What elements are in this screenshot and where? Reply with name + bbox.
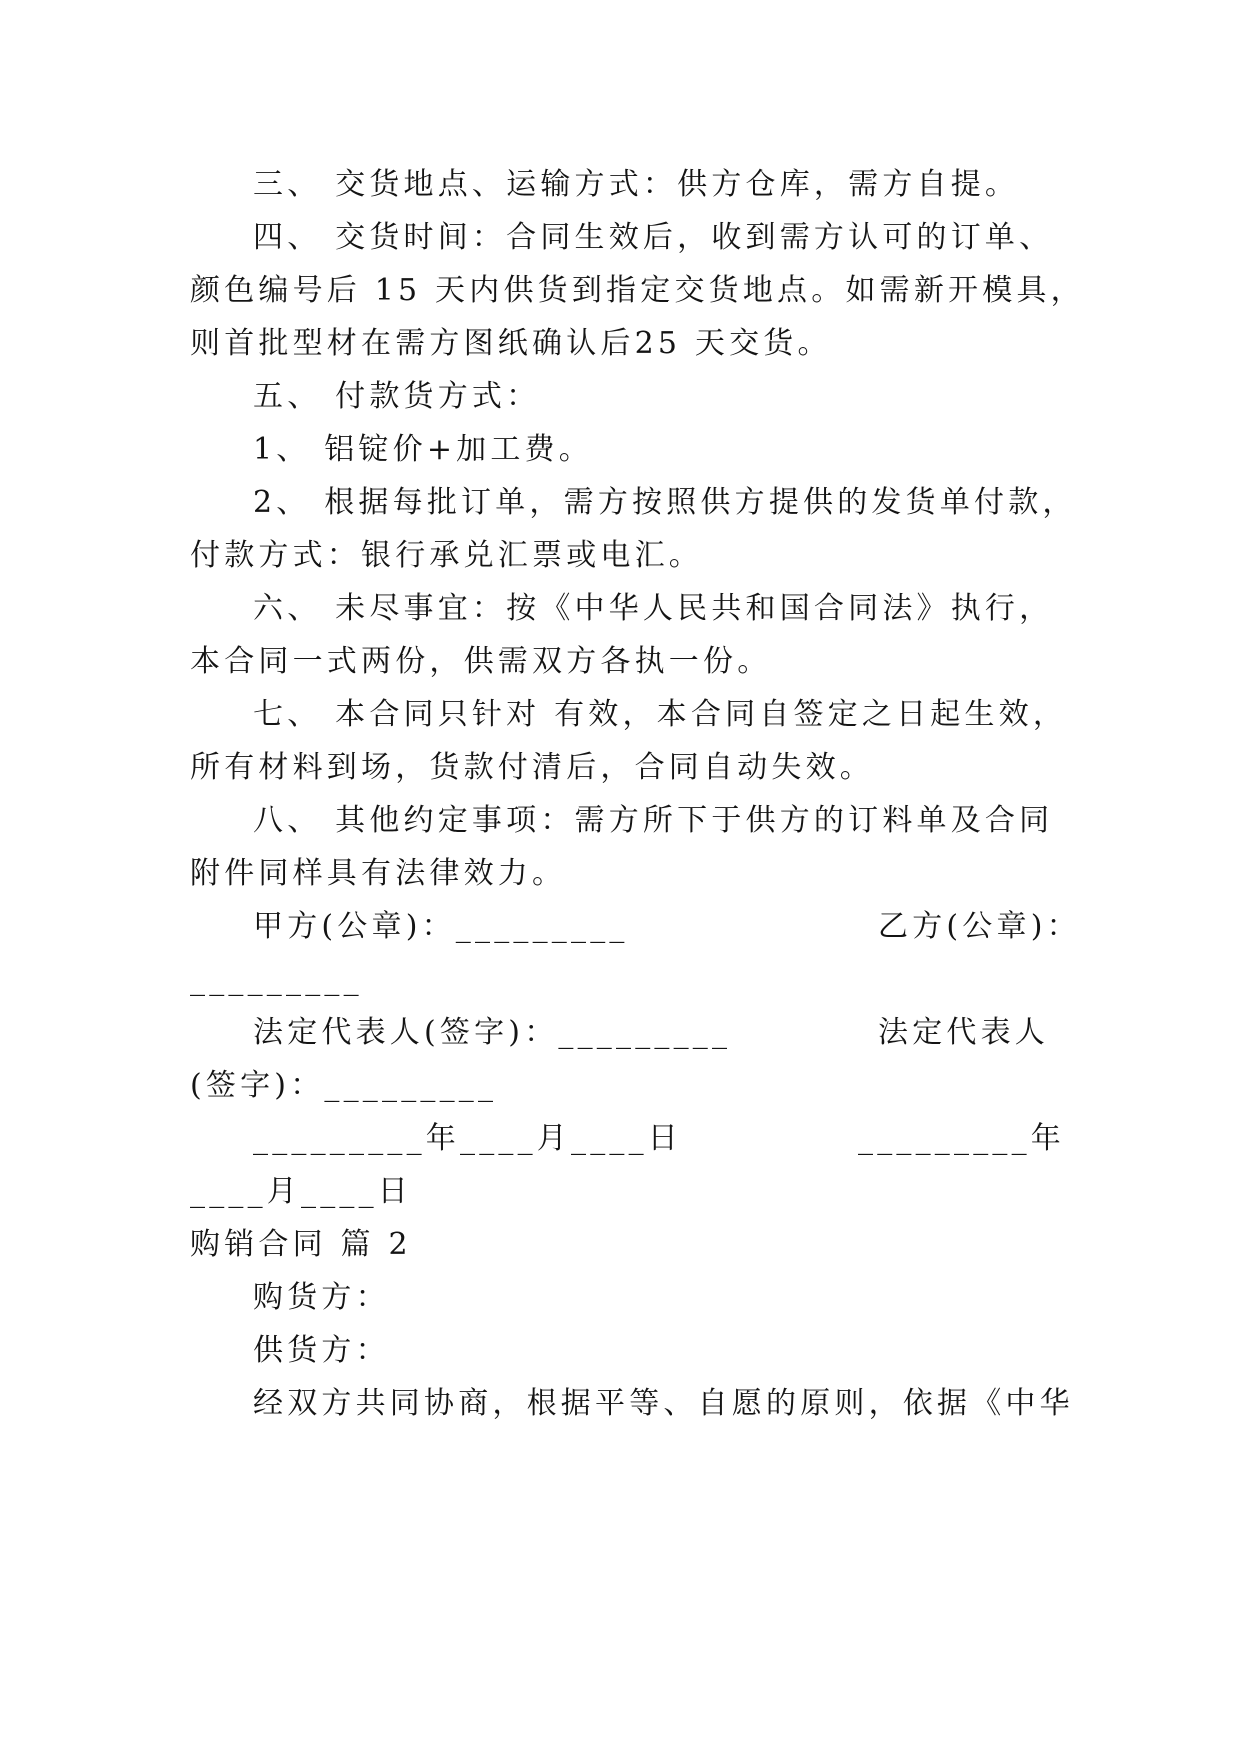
party-b-legal-rep-signature: (签字)：_________ (190, 1068, 498, 1103)
clause-7-line-2: 所有材料到场，货款付清后，合同自动失效。 (190, 750, 874, 785)
party-b-seal-label: 乙方(公章)： (878, 909, 1081, 944)
clause-3-delivery-location: 三、 交货地点、运输方式：供方仓库，需方自提。 (253, 167, 1020, 202)
clause-8-other-agreements: 八、 其他约定事项：需方所下于供方的订料单及合同 (253, 803, 1054, 838)
buyer-label: 购货方： (253, 1280, 390, 1315)
party-a-date-field: _________年____月____日 (253, 1121, 682, 1156)
clause-7-validity: 七、 本合同只针对 有效，本合同自签定之日起生效， (253, 697, 1068, 732)
party-a-seal-row (253, 907, 1081, 947)
clause-8-line-2: 附件同样具有法律效力。 (190, 856, 567, 891)
clause-5-item-1: 1、 铝锭价+加工费。 (253, 432, 593, 467)
supplier-label: 供货方： (253, 1333, 390, 1368)
contract-2-preamble: 经双方共同协商，根据平等、自愿的原则，依据《中华 (253, 1386, 1074, 1421)
legal-rep-row (253, 1013, 1050, 1053)
party-b-legal-rep-label: 法定代表人 (878, 1015, 1049, 1050)
party-a-seal-field: 甲方(公章)：_________ (253, 909, 629, 944)
clause-6-other-matters: 六、 未尽事宜：按《中华人民共和国合同法》执行， (253, 591, 1054, 626)
party-a-legal-rep-field: 法定代表人(签字)：_________ (253, 1015, 732, 1050)
clause-4-delivery-time: 四、 交货时间：合同生效后，收到需方认可的订单、 (253, 220, 1054, 255)
clause-4-line-3: 则首批型材在需方图纸确认后25 天交货。 (190, 326, 832, 361)
party-b-date-month-day: ____月____日 (190, 1174, 412, 1209)
clause-5-item-2-line-2: 付款方式：银行承兑汇票或电汇。 (190, 538, 703, 573)
clause-6-line-2: 本合同一式两份，供需双方各执一份。 (190, 644, 772, 679)
clause-4-line-2: 颜色编号后 15 天内供货到指定交货地点。如需新开模具， (190, 273, 1085, 308)
party-b-seal-blank: _________ (190, 962, 363, 997)
date-row (253, 1119, 1065, 1159)
party-b-date-year: _________年 (858, 1121, 1065, 1156)
clause-5-item-2: 2、 根据每批订单，需方按照供方提供的发货单付款， (253, 485, 1077, 520)
section-heading-contract-2: 购销合同 篇 2 (190, 1227, 412, 1262)
clause-5-payment-method: 五、 付款货方式： (253, 379, 541, 414)
